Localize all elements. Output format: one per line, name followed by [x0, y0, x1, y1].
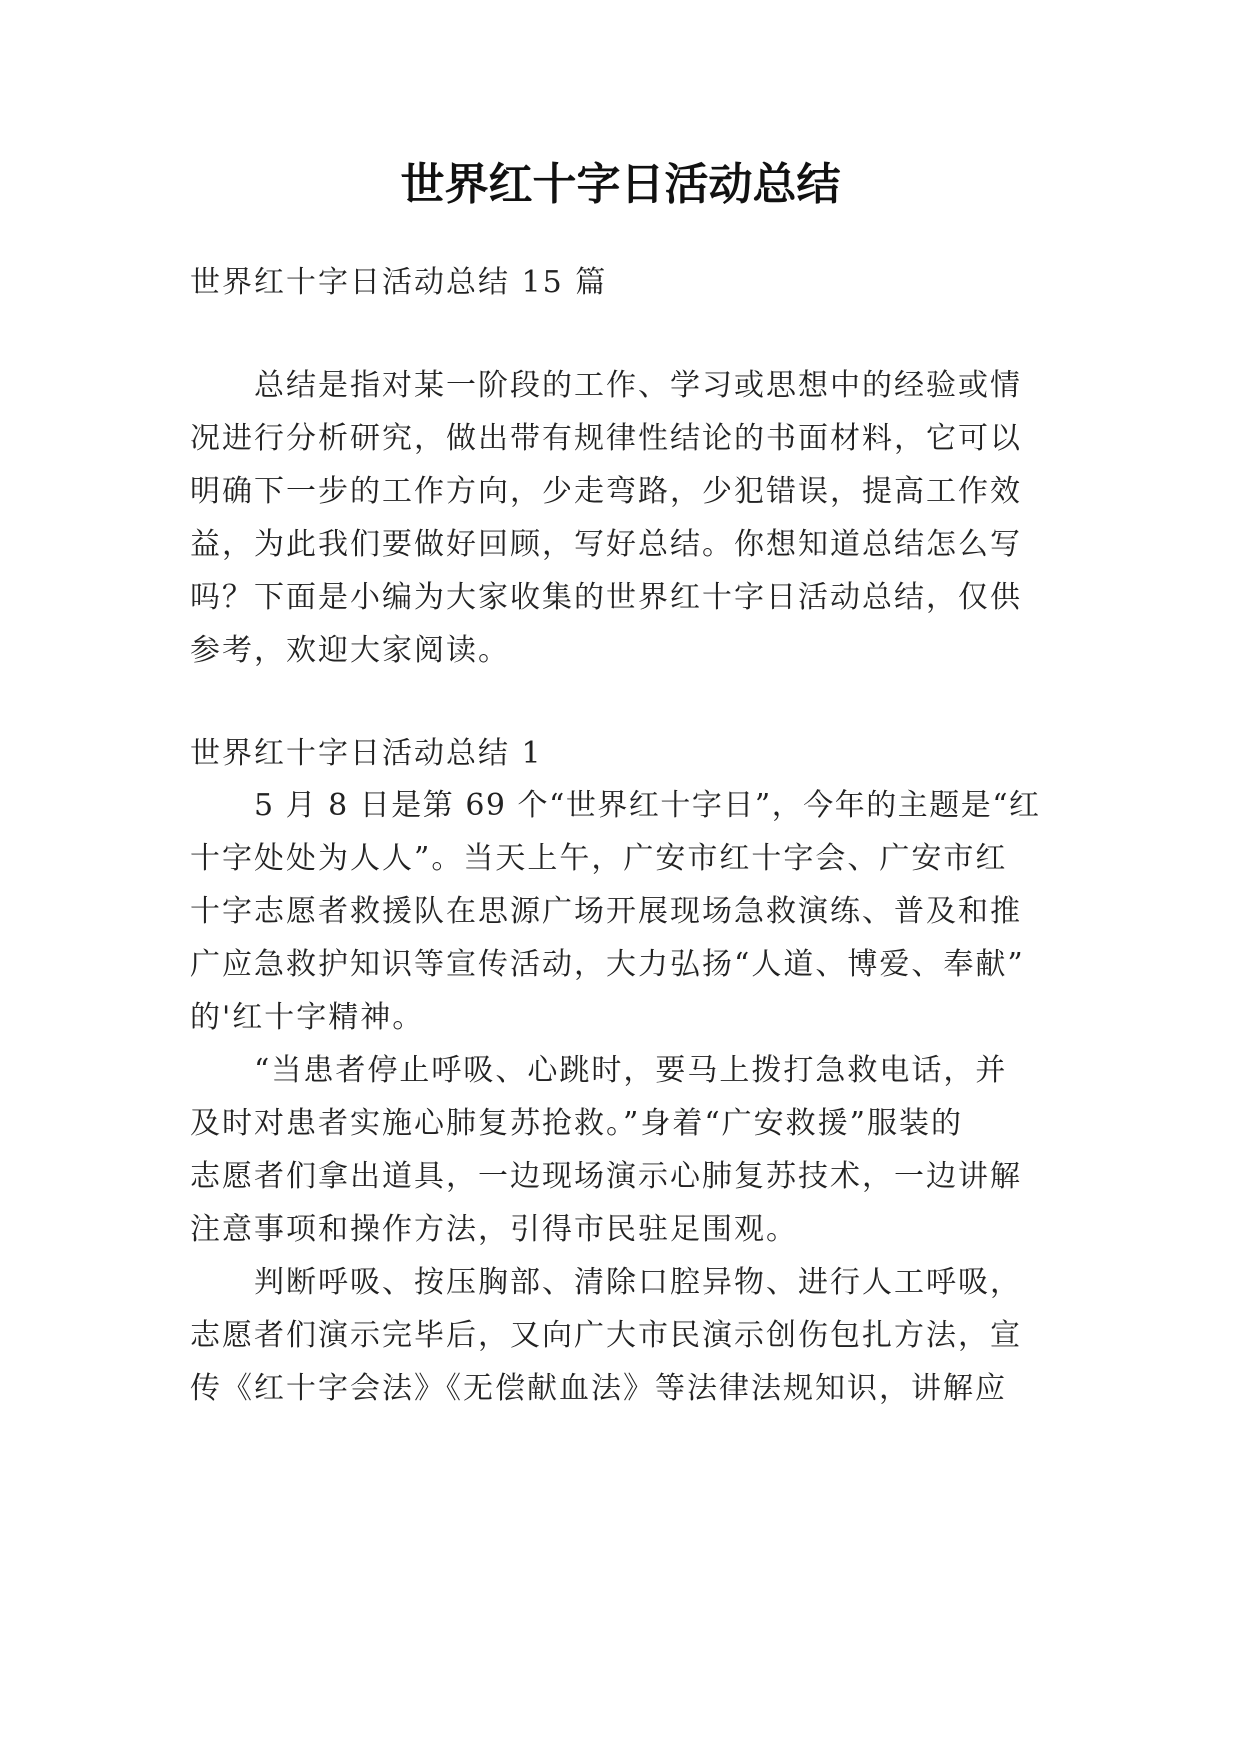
intro-line: 参考，欢迎大家阅读。: [190, 633, 510, 668]
para1-line: 5 月 8 日是第 69 个“世界红十字日”，今年的主题是“红: [254, 788, 1041, 823]
para1-line: 广应急救护知识等宣传活动，大力弘扬“人道、博爱、奉献”: [190, 947, 1025, 982]
intro-line: 况进行分析研究，做出带有规律性结论的书面材料，它可以: [190, 421, 1022, 456]
para1-line: 十字志愿者救援队在思源广场开展现场急救演练、普及和推: [190, 894, 1022, 929]
para3-line: 判断呼吸、按压胸部、清除口腔异物、进行人工呼吸，: [254, 1265, 1022, 1300]
section-heading: 世界红十字日活动总结 1: [190, 736, 543, 771]
document-subtitle: 世界红十字日活动总结 15 篇: [190, 265, 608, 300]
document-title: 世界红十字日活动总结: [400, 159, 841, 210]
para3-line: 志愿者们演示完毕后，又向广大市民演示创伤包扎方法，宣: [190, 1318, 1022, 1353]
para1-line: 十字处处为人人”。当天上午，广安市红十字会、广安市红: [190, 841, 1008, 876]
para2-line: 注意事项和操作方法，引得市民驻足围观。: [190, 1212, 798, 1247]
para2-line: “当患者停止呼吸、心跳时，要马上拨打急救电话，并: [254, 1053, 1008, 1088]
intro-line: 总结是指对某一阶段的工作、学习或思想中的经验或情: [254, 368, 1022, 403]
intro-line: 明确下一步的工作方向，少走弯路，少犯错误，提高工作效: [190, 474, 1022, 509]
para3-line: 传《红十字会法》《无偿献血法》等法律法规知识，讲解应: [190, 1371, 1007, 1406]
intro-line: 吗？下面是小编为大家收集的世界红十字日活动总结，仅供: [190, 580, 1022, 615]
para2-line: 及时对患者实施心肺复苏抢救。”身着“广安救援”服装的: [190, 1106, 964, 1141]
para1-line: 的'红十字精神。: [190, 1000, 425, 1035]
intro-line: 益，为此我们要做好回顾，写好总结。你想知道总结怎么写: [190, 527, 1022, 562]
para2-line: 志愿者们拿出道具，一边现场演示心肺复苏技术，一边讲解: [190, 1159, 1022, 1194]
